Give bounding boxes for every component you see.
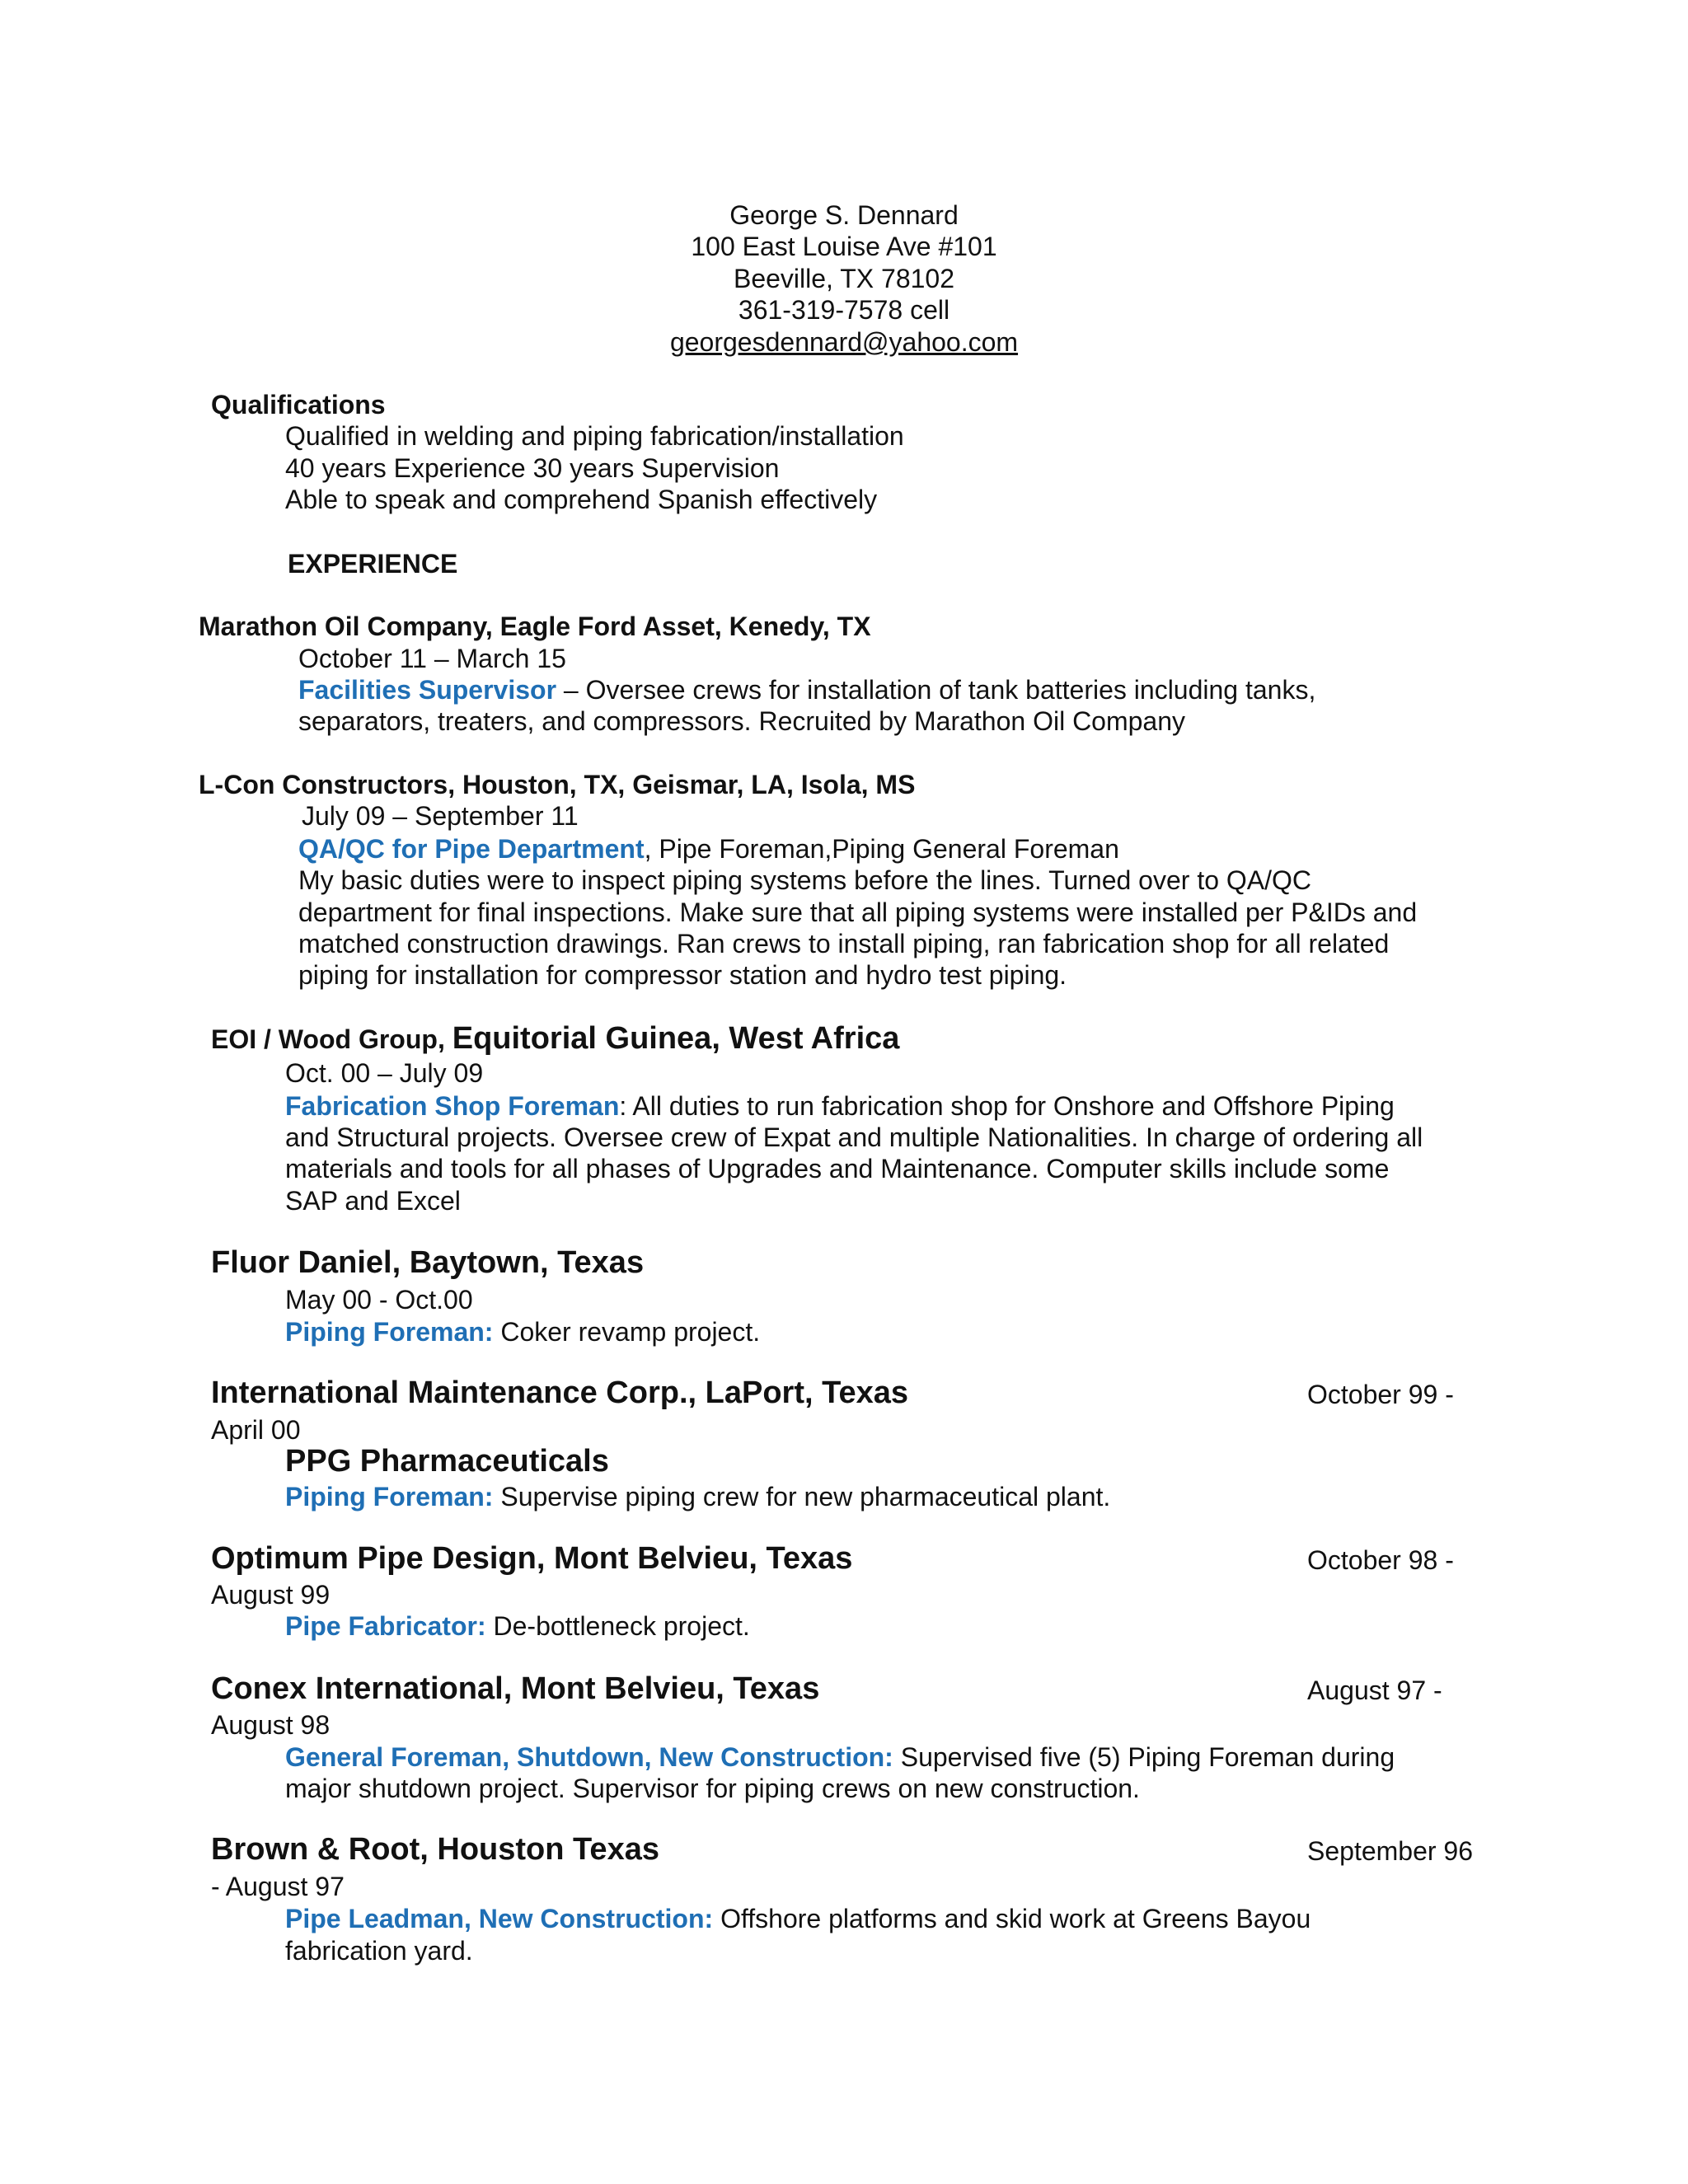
email-link-row: [0, 326, 1688, 358]
employment-dates: May 00 - Oct.00: [285, 1285, 473, 1315]
job-role-line: [298, 674, 1315, 705]
job-role-line: [285, 1610, 750, 1642]
employment-dates: July 09 – September 11: [302, 801, 579, 831]
job-title: General Foreman, Shutdown, New Construction:: [285, 1742, 893, 1772]
company-name: International Maintenance Corp., LaPort, Texas: [211, 1376, 909, 1410]
job-description: major shutdown project. Supervisor for piping crews on new construction.: [285, 1774, 1140, 1803]
qualification-item: Qualified in welding and piping fabrication/installation: [285, 421, 904, 451]
employment-dates: October 98 -: [1307, 1545, 1454, 1575]
job-role-line: [285, 1481, 1110, 1512]
job-description: – Oversee crews for installation of tank batteries including tanks,: [556, 675, 1316, 705]
email-link[interactable]: georgesdennard@yahoo.com: [669, 327, 1019, 357]
job-description: matched construction drawings. Ran crews to install piping, ran fabrication shop for all related: [298, 929, 1390, 958]
job-title: Pipe Leadman, New Construction:: [285, 1904, 714, 1933]
job-description: and Structural projects. Oversee crew of Expat and multiple Nationalities. In charge of ordering all: [285, 1122, 1423, 1152]
city-state-zip: Beeville, TX 78102: [733, 264, 955, 293]
job-description: materials and tools for all phases of Upgrades and Maintenance. Computer skills include some: [285, 1154, 1390, 1183]
job-role-line: [285, 1316, 760, 1347]
company-name-prefix: EOI / Wood Group,: [211, 1024, 445, 1054]
company-name: Brown & Root, Houston Texas: [211, 1832, 659, 1867]
experience-heading: EXPERIENCE: [288, 549, 458, 579]
employment-dates: October 11 – March 15: [298, 644, 566, 673]
job-description: piping for installation for compressor station and hydro test piping.: [298, 960, 1067, 990]
job-title: Facilities Supervisor: [298, 675, 557, 705]
employment-dates-continued: - August 97: [211, 1872, 345, 1901]
company-name: Fluor Daniel, Baytown, Texas: [211, 1245, 645, 1280]
job-description: SAP and Excel: [285, 1186, 461, 1216]
company-name: L-Con Constructors, Houston, TX, Geismar, LA, Isola, MS: [199, 770, 916, 799]
employment-dates: October 99 -: [1307, 1380, 1454, 1409]
company-name: Equitorial Guinea, West Africa: [452, 1021, 900, 1056]
street-address: 100 East Louise Ave #101: [691, 232, 997, 261]
job-description: Coker revamp project.: [493, 1317, 761, 1347]
job-title: Pipe Fabricator:: [285, 1611, 486, 1641]
applicant-name: George S. Dennard: [729, 200, 959, 230]
job-title: Fabrication Shop Foreman: [285, 1091, 620, 1121]
company-name: Conex International, Mont Belvieu, Texas: [211, 1671, 820, 1706]
qualification-item: Able to speak and comprehend Spanish effectively: [285, 485, 878, 514]
employment-dates: Oct. 00 – July 09: [285, 1058, 484, 1088]
employment-dates: August 97 -: [1307, 1675, 1442, 1705]
job-title-suffix: , Pipe Foreman,Piping General Foreman: [644, 834, 1119, 864]
employment-dates-continued: August 98: [211, 1710, 331, 1740]
qualifications-heading: Qualifications: [211, 390, 386, 419]
employment-dates-continued: August 99: [211, 1580, 331, 1610]
employment-dates-continued: April 00: [211, 1415, 301, 1445]
job-description: department for final inspections. Make sure that all piping systems were installed per P&IDs and: [298, 898, 1418, 927]
company-name-line: [211, 1020, 899, 1057]
employment-dates: September 96: [1307, 1836, 1474, 1866]
job-title: Piping Foreman:: [285, 1317, 494, 1347]
job-description: fabrication yard.: [285, 1936, 473, 1966]
sub-company-name: PPG Pharmaceuticals: [285, 1444, 609, 1479]
phone-number: 361-319-7578 cell: [738, 295, 950, 325]
job-title: QA/QC for Pipe Department: [298, 834, 645, 864]
job-role-line: [298, 833, 1119, 865]
job-description: Offshore platforms and skid work at Greens Bayou: [713, 1904, 1311, 1933]
job-description: Supervised five (5) Piping Foreman during: [893, 1742, 1395, 1772]
company-name: Optimum Pipe Design, Mont Belvieu, Texas: [211, 1541, 853, 1576]
job-role-line: [285, 1090, 1395, 1122]
qualification-item: 40 years Experience 30 years Supervision: [285, 453, 780, 483]
job-description: Supervise piping crew for new pharmaceutical plant.: [493, 1482, 1111, 1511]
job-role-line: [285, 1903, 1311, 1934]
job-description: : All duties to run fabrication shop for Onshore and Offshore Piping: [619, 1091, 1395, 1121]
job-role-line: [285, 1741, 1395, 1773]
job-description: separators, treaters, and compressors. Recruited by Marathon Oil Company: [298, 706, 1186, 736]
job-description: My basic duties were to inspect piping systems before the lines. Turned over to QA/QC: [298, 865, 1312, 895]
company-name: Marathon Oil Company, Eagle Ford Asset, Kenedy, TX: [199, 612, 871, 641]
job-title: Piping Foreman:: [285, 1482, 494, 1511]
job-description: De-bottleneck project.: [485, 1611, 750, 1641]
